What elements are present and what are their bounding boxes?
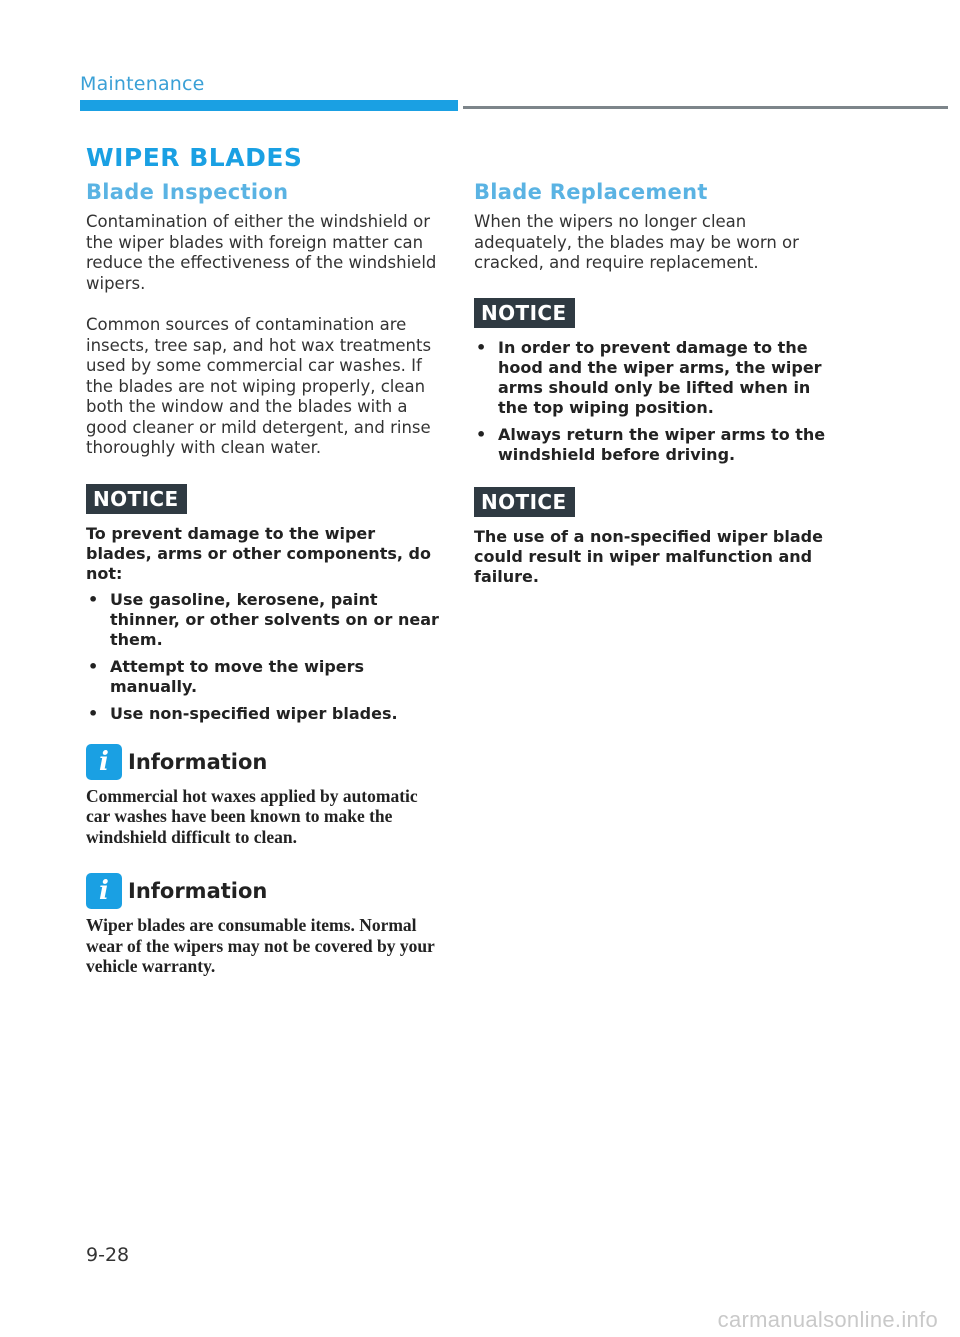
notice-bullet-list — [474, 338, 829, 465]
replacement-paragraph: When the wipers no longer clean adequately, the blades may be worn or cracked, and require replacement. — [474, 212, 799, 272]
bullet-icon: • — [88, 656, 99, 676]
notice-bullet-list — [86, 590, 441, 724]
bullet-icon: • — [476, 424, 487, 444]
bullet-text: Always return the wiper arms to the windshield before driving. — [498, 424, 826, 464]
notice-box — [86, 480, 441, 724]
list-item — [474, 338, 829, 418]
bullet-icon: • — [88, 589, 99, 609]
information-header — [86, 744, 441, 780]
header-accent-bar — [80, 100, 458, 111]
header-rule — [463, 106, 948, 109]
bullet-text: Use gasoline, kerosene, paint thinner, or other solvents on or near them. — [110, 589, 439, 649]
list-item — [474, 425, 829, 465]
notice-text: To prevent damage to the wiper blades, arms or other components, do not: — [86, 523, 431, 583]
information-box — [86, 873, 441, 977]
bullet-icon: • — [88, 703, 99, 723]
bullet-icon: • — [476, 337, 487, 357]
list-item — [86, 590, 441, 650]
information-header — [86, 873, 441, 909]
blade-inspection-heading: Blade Inspection — [86, 180, 289, 204]
bullet-text: Attempt to move the wipers manually. — [110, 656, 365, 696]
inspection-paragraph-2: Common sources of contamination are insects, tree sap, and hot wax treatments used by some commercial car washes. If the blades are not wiping properly, clean both the window and the blades with a good cleaner or mild detergent, and rinse thoroughly with clean water. — [86, 315, 432, 457]
information-title: Information — [128, 879, 268, 903]
information-title: Information — [128, 749, 268, 774]
info-icon: i — [86, 744, 122, 780]
information-text: Commercial hot waxes applied by automatic car washes have been known to make the windshield difficult to clean. — [86, 785, 418, 847]
information-box — [86, 744, 441, 848]
blade-replacement-heading: Blade Replacement — [474, 180, 708, 204]
notice-label: NOTICE — [474, 298, 575, 328]
information-text: Wiper blades are consumable items. Normal wear of the wipers may not be covered by your vehicle warranty. — [86, 915, 435, 976]
page-number: 9-28 — [86, 1244, 130, 1266]
notice-text: The use of a non-specified wiper blade could result in wiper malfunction and failure. — [474, 526, 823, 586]
list-item — [86, 704, 441, 724]
chapter-header: Maintenance — [80, 73, 205, 95]
list-item — [86, 657, 441, 697]
notice-box — [474, 294, 829, 465]
bullet-text: Use non-specified wiper blades. — [110, 703, 398, 723]
left-column — [86, 180, 441, 977]
bullet-text: In order to prevent damage to the hood and the wiper arms, the wiper arms should only be lifted when in the top wiping position. — [498, 337, 822, 417]
right-column — [474, 180, 829, 593]
section-title: WIPER BLADES — [86, 143, 303, 172]
notice-label: NOTICE — [86, 484, 187, 514]
inspection-paragraph-1: Contamination of either the windshield or the wiper blades with foreign matter can reduce the effectiveness of the windshield wipers. — [86, 212, 437, 293]
info-icon: i — [86, 873, 122, 909]
notice-label: NOTICE — [474, 487, 575, 517]
notice-box — [474, 483, 829, 587]
watermark: carmanualsonline.info — [717, 1307, 938, 1332]
